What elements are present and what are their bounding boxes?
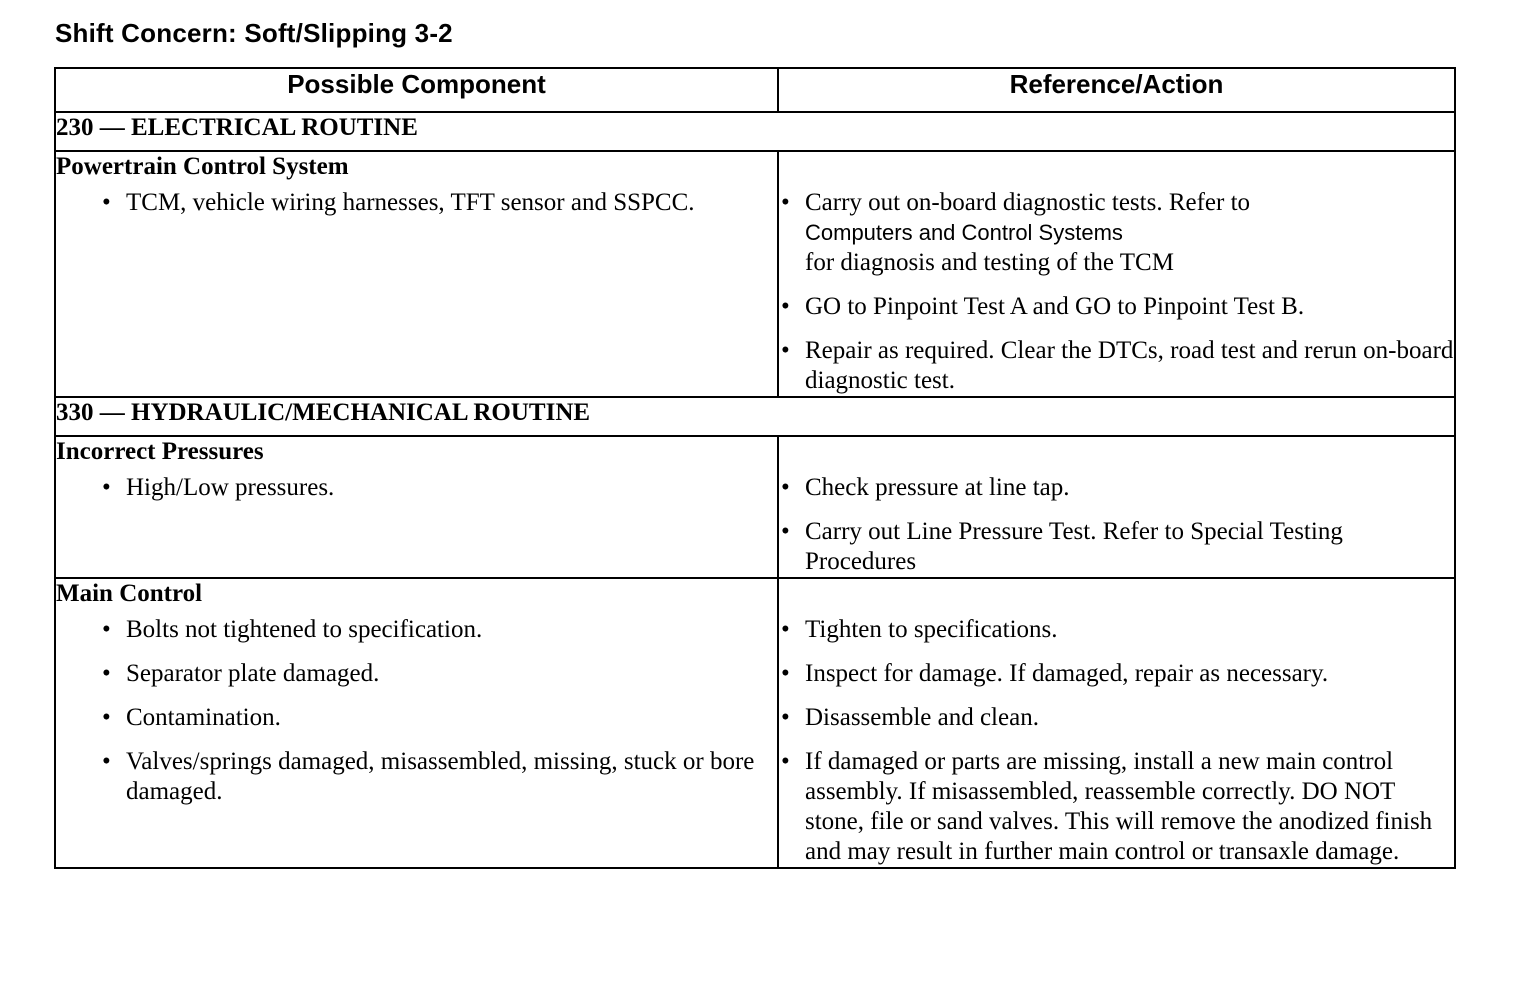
list-item: • Contamination. xyxy=(102,704,281,731)
header-row xyxy=(55,68,1455,112)
table-row xyxy=(55,436,1455,578)
header-possible-component: Possible Component xyxy=(55,68,778,112)
bullet-icon: • xyxy=(102,189,111,216)
bullet-icon: • xyxy=(781,337,790,364)
section-row-electrical xyxy=(55,112,1455,151)
section-row-hydraulic xyxy=(55,397,1455,436)
list-item: • Disassemble and clean. xyxy=(781,704,1039,731)
bullet-icon: • xyxy=(102,474,111,501)
group-title-main-control: Main Control xyxy=(56,580,203,607)
bullet-icon: • xyxy=(781,660,790,687)
list-item: • Bolts not tightened to specification. xyxy=(102,616,483,643)
list-item: • TCM, vehicle wiring harnesses, TFT sensor and SSPCC. xyxy=(102,189,695,216)
table-row xyxy=(55,578,1455,868)
list-item: • GO to Pinpoint Test A and GO to Pinpoint Test B. xyxy=(781,293,1305,320)
component-cell xyxy=(55,151,778,397)
bullet-icon: • xyxy=(781,189,790,216)
list-item: • Carry out on-board diagnostic tests. Refer to Computers and Control Systems for diagnosis and testing of the TCM xyxy=(779,188,1454,278)
list-item: • If damaged or parts are missing, install a new main control assembly. If misassembled, reassemble correctly. DO NOT stone, file or sand valves. This will remove the anodized finish and may result in further main control or transaxle damage. xyxy=(781,748,1433,865)
table-row xyxy=(55,151,1455,397)
bullet-icon: • xyxy=(781,616,790,643)
reference-link[interactable]: Computers and Control Systems xyxy=(805,220,1123,245)
action-cell xyxy=(778,578,1455,868)
diagnosis-table xyxy=(54,67,1456,869)
section-hydraulic-routine: 330 — HYDRAULIC/MECHANICAL ROUTINE xyxy=(55,397,1455,436)
list-item: • Separator plate damaged. xyxy=(102,660,380,687)
group-title-pressures: Incorrect Pressures xyxy=(56,438,264,465)
list-item: • Check pressure at line tap. xyxy=(781,474,1070,501)
bullet-icon: • xyxy=(781,474,790,501)
component-cell xyxy=(55,578,778,868)
list-item: • High/Low pressures. xyxy=(102,474,335,501)
bullet-icon: • xyxy=(781,518,790,545)
list-item: • Valves/springs damaged, misassembled, missing, stuck or bore damaged. xyxy=(102,748,755,805)
bullet-icon: • xyxy=(102,704,111,731)
bullet-icon: • xyxy=(781,293,790,320)
bullet-icon: • xyxy=(781,748,790,775)
bullet-icon: • xyxy=(781,704,790,731)
list-item: • Repair as required. Clear the DTCs, road test and rerun on-board diagnostic test. xyxy=(781,337,1454,394)
list-item: • Inspect for damage. If damaged, repair as necessary. xyxy=(781,660,1329,687)
action-cell xyxy=(778,436,1455,578)
header-reference-action: Reference/Action xyxy=(778,68,1455,112)
group-title-powertrain: Powertrain Control System xyxy=(56,153,349,180)
section-electrical-routine: 230 — ELECTRICAL ROUTINE xyxy=(55,112,1455,151)
page-title: Shift Concern: Soft/Slipping 3-2 xyxy=(55,18,453,48)
action-cell xyxy=(778,151,1455,397)
component-cell xyxy=(55,436,778,578)
bullet-icon: • xyxy=(102,660,111,687)
list-item: • Carry out Line Pressure Test. Refer to Special Testing Procedures xyxy=(781,518,1343,575)
bullet-icon: • xyxy=(102,748,111,775)
list-item: • Tighten to specifications. xyxy=(781,616,1058,643)
bullet-icon: • xyxy=(102,616,111,643)
